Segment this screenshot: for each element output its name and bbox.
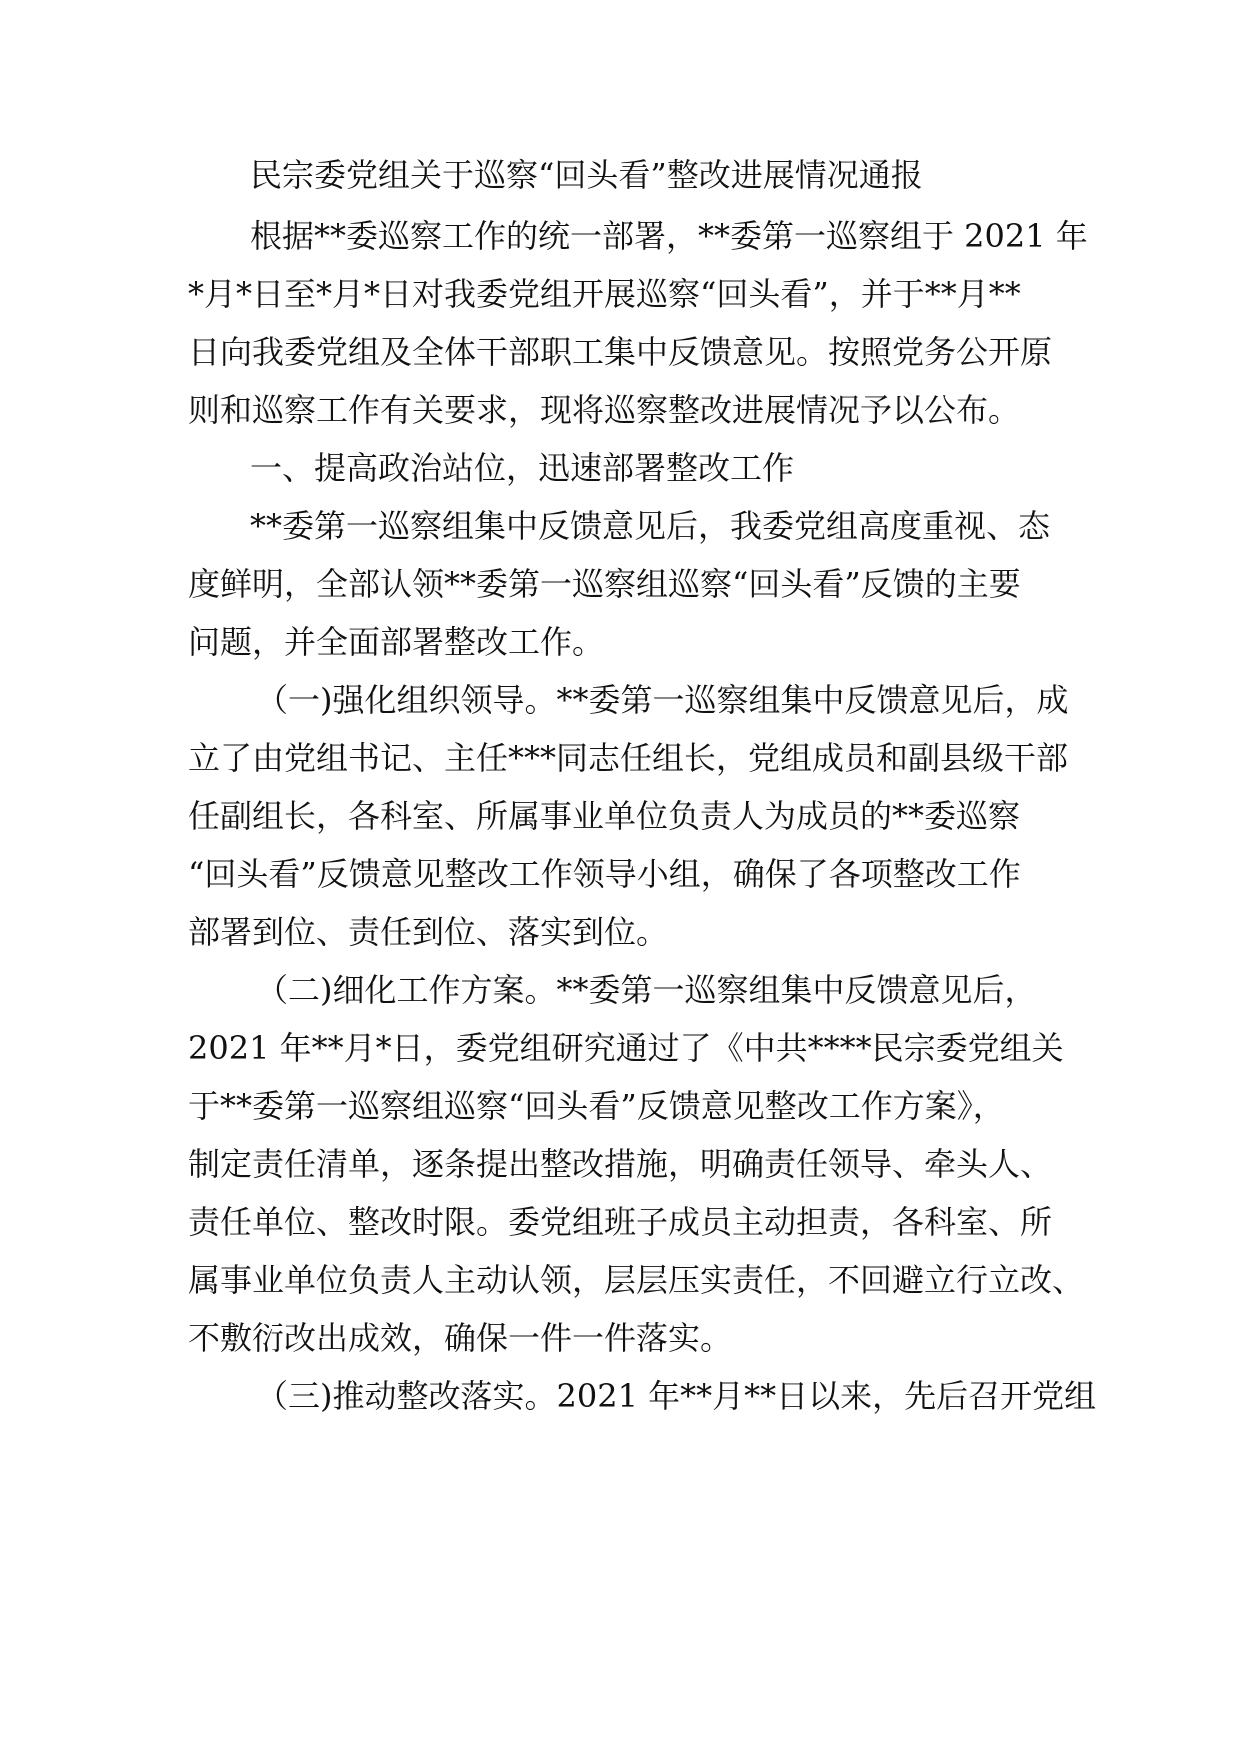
paragraph-line: 则和巡察工作有关要求，现将巡察整改进展情况予以公布。 (188, 391, 1021, 429)
document-title: 民宗委党组关于巡察“回头看”整改进展情况通报 (250, 156, 923, 194)
paragraph-line: （一)强化组织领导。**委第一巡察组集中反馈意见后，成 (256, 681, 1069, 719)
paragraph-line: **委第一巡察组集中反馈意见后，我委党组高度重视、态 (250, 507, 1051, 545)
paragraph-line: “回头看”反馈意见整改工作领导小组，确保了各项整改工作 (188, 855, 1021, 893)
paragraph-line: 于**委第一巡察组巡察“回头看”反馈意见整改工作方案》， (188, 1087, 1005, 1125)
paragraph-line: *月*日至*月*日对我委党组开展巡察“回头看”，并于**月** (188, 275, 1021, 313)
paragraph-line: 制定责任清单，逐条提出整改措施，明确责任领导、牵头人、 (188, 1145, 1053, 1183)
paragraph-line: （二)细化工作方案。**委第一巡察组集中反馈意见后， (256, 971, 1037, 1009)
paragraph-line: 不敷衍改出成效，确保一件一件落实。 (188, 1319, 733, 1357)
paragraph-line: 问题，并全面部署整改工作。 (188, 623, 605, 661)
paragraph-line: 根据**委巡察工作的统一部署，**委第一巡察组于 2021 年 (250, 217, 1088, 255)
paragraph-line: 责任单位、整改时限。委党组班子成员主动担责，各科室、所 (188, 1203, 1053, 1241)
paragraph-line: 立了由党组书记、主任***同志任组长，党组成员和副县级干部 (188, 739, 1069, 777)
paragraph-line: 2021 年**月*日，委党组研究通过了《中共****民宗委党组关 (188, 1029, 1064, 1067)
section-heading: 一、提高政治站位，迅速部署整改工作 (250, 449, 795, 487)
paragraph-line: （三)推动整改落实。2021 年**月**日以来，先后召开党组 (256, 1377, 1097, 1415)
paragraph-line: 属事业单位负责人主动认领，层层压实责任，不回避立行立改、 (188, 1261, 1085, 1299)
paragraph-line: 部署到位、责任到位、落实到位。 (188, 913, 669, 951)
paragraph-line: 日向我委党组及全体干部职工集中反馈意见。按照党务公开原 (188, 333, 1053, 371)
paragraph-line: 任副组长，各科室、所属事业单位负责人为成员的**委巡察 (188, 797, 1021, 835)
paragraph-line: 度鲜明，全部认领**委第一巡察组巡察“回头看”反馈的主要 (188, 565, 1021, 603)
